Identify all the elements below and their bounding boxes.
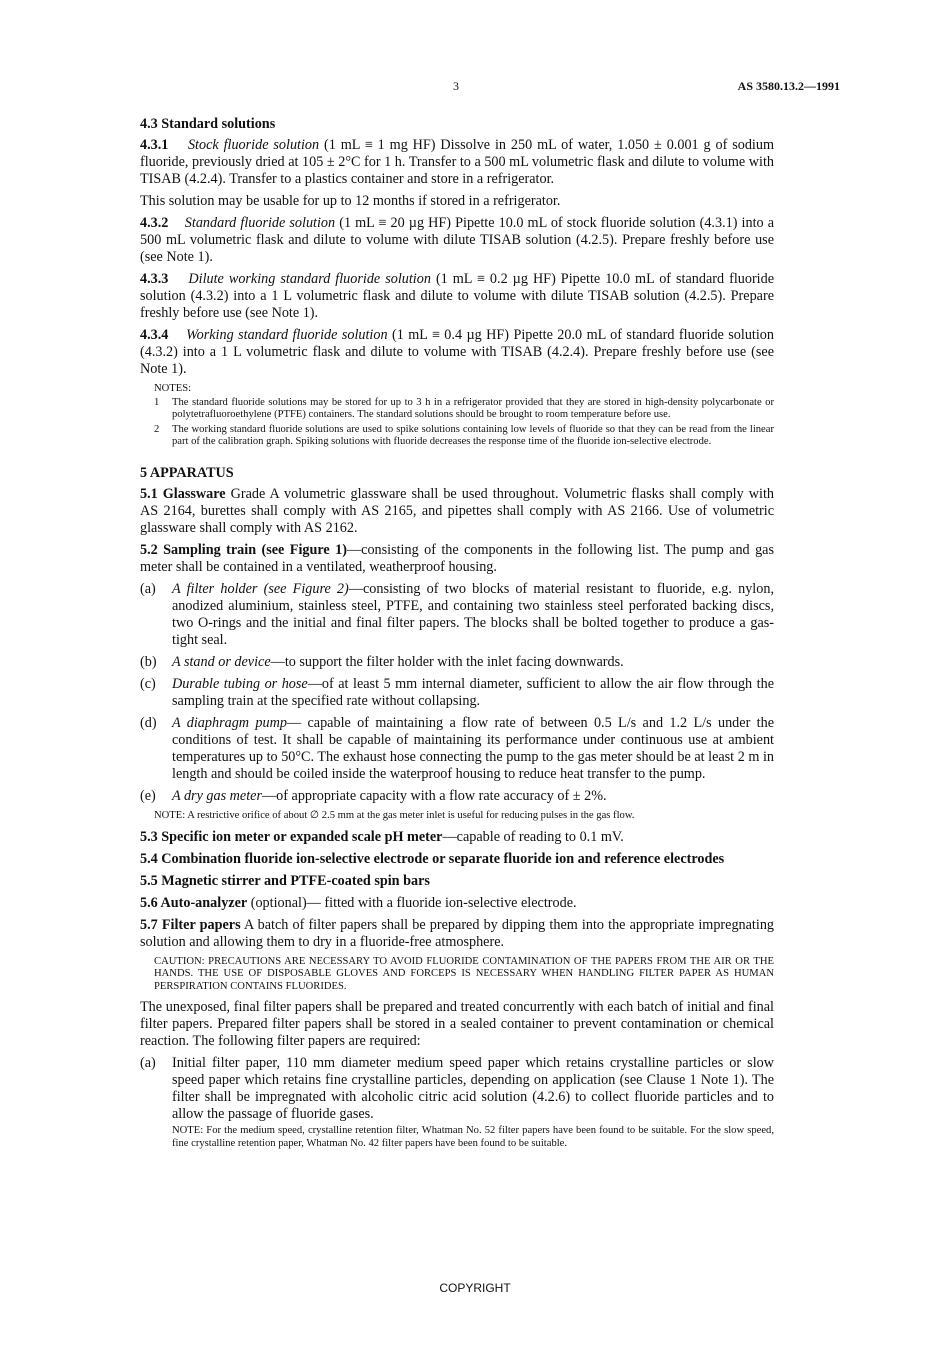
para-5-7: 5.7 Filter papers A batch of filter papers shall be prepared by dipping them into the appropriate impregnating solution and allowing them to dry in a fluoride-free atmosphere. [140, 916, 775, 950]
para-4-3-4: 4.3.4 Working standard fluoride solution (1 mL ≡ 0.4 µg HF) Pipette 20.0 mL of standard fluoride solution (4.3.2) into a 1 L volumetric flask and dilute to volume with TISAB (4.2.4). Prepare freshly before use (see Note 1). [140, 327, 774, 377]
para-4-3-2: 4.3.2 Standard fluoride solution (1 mL ≡ 20 µg HF) Pipette 10.0 mL of stock fluoride solution (4.3.1) into a 500 mL volumetric flask and dilute to volume with dilute TISAB solution (4.2.5). Prepare freshly before use (see Note 1). [140, 215, 775, 265]
notes-title: NOTES: [154, 383, 192, 394]
standard-number: AS 3580.13.2—1991 [737, 79, 840, 93]
document-body [140, 78, 774, 1156]
caution-text: CAUTION: PRECAUTIONS ARE NECESSARY TO AVOID FLUORIDE CONTAMINATION OF THE PAPERS FROM THE AIR OR THE HANDS. THE USE OF DISPOSABLE GLOVES AND FORCEPS IS NECESSARY WHEN HANDLING FILTER PAPER AS HUMAN PERSPIRATION CONTAINS FLUORIDES. [154, 955, 774, 992]
note-5-7: NOTE: For the medium speed, crystalline retention filter, Whatman No. 52 filter papers have been found to be suitable. For the slow speed, fine crystalline retention paper, Whatman No. 42 filter papers have been found to be suitable. [172, 1125, 774, 1149]
para-5-1: 5.1 Glassware Grade A volumetric glassware shall be used throughout. Volumetric flasks shall comply with AS 2164, burettes shall comply with AS 2165, and pipettes shall comply with AS 2166. Use of volumetric glassware shall comply with AS 2162. [140, 485, 774, 536]
para-5-6: 5.6 Auto-analyzer (optional)— fitted with a fluoride ion-selective electrode. [140, 894, 577, 911]
para-5-7-b: The unexposed, final filter papers shall be prepared and treated concurrently with each batch of initial and final filter papers. Prepared filter papers shall be stored in a sealed container to prevent contamination or chemical reaction. The following filter papers are required: [140, 999, 774, 1050]
heading-4-3: 4.3 Standard solutions [140, 116, 276, 132]
para-5-3: 5.3 Specific ion meter or expanded scale pH meter—capable of reading to 0.1 mV. [140, 828, 624, 845]
para-4-3-1-b: This solution may be usable for up to 12 months if stored in a refrigerator. [140, 193, 561, 209]
list-item: (d) A diaphragm pump— capable of maintaining a flow rate of between 0.5 L/s and 1.2 L/s under the conditions of test. It shall be capable of maintaining its performance under continuous use at ambient temperatures up to 50°C. The exhaust hose connecting the pump to the gas meter should be at least 2 m in length and should be coiled inside the waterproof housing to reduce heat transfer to the pump. [140, 714, 774, 782]
note-5-2: NOTE: A restrictive orifice of about ∅ 2.5 mm at the gas meter inlet is useful for reducing pulses in the gas flow. [154, 809, 635, 821]
list-item: (c) Durable tubing or hose—of at least 5 mm internal diameter, sufficient to allow the air flow through the sampling train at the specified rate without collapsing. [140, 675, 774, 709]
list-item: (a) Initial filter paper, 110 mm diameter medium speed paper which retains crystalline particles or slow speed paper which retains fine crystalline particles, depending on application (see Clause 1 Note 1). The filter shall be impregnated with alcoholic citric acid solution (4.2.6) to collect fluoride particles and to allow the passage of fluoride gases. NOTE: For the medium speed, crystalline retention filter, Whatman No. 52 filter papers have been found to be suitable. For the slow speed, fine crystalline retention paper, Whatman No. 42 filter papers have been found to be suitable. [140, 1055, 774, 1149]
notes-block [154, 383, 774, 449]
list-item: (e) A dry gas meter—of appropriate capacity with a flow rate accuracy of ± 2%. [140, 787, 607, 804]
footer-copyright: COPYRIGHT [439, 1281, 511, 1295]
para-4-3-3: 4.3.3 Dilute working standard fluoride solution (1 mL ≡ 0.2 µg HF) Pipette 10.0 mL of standard fluoride solution (4.3.2) into a 1 L volumetric flask and dilute to volume with dilute TISAB solution (4.2.5). Prepare freshly before use (see Note 1). [140, 271, 775, 321]
para-5-5: 5.5 Magnetic stirrer and PTFE-coated spin bars [140, 872, 430, 889]
note-item: 2 The working standard fluoride solutions are used to spike solutions containing low levels of fluoride so that they can be read from the linear part of the calibration graph. Spiking solutions with fluoride decreases the response time of the fluoride ion-selective electrode. [154, 423, 774, 448]
list-5-2 [140, 581, 774, 805]
heading-5: 5 APPARATUS [140, 464, 234, 481]
note-item: 1 The standard fluoride solutions may be stored for up to 3 h in a refrigerator provided that they are stored in high-density polycarbonate or polytetrafluoroethylene (PTFE) containers. The standard solutions should be brought to room temperature before use. [154, 396, 774, 421]
para-5-2: 5.2 Sampling train (see Figure 1)—consisting of the components in the following list. The pump and gas meter shall be contained in a ventilated, weatherproof housing. [140, 541, 774, 575]
list-item: (a) A filter holder (see Figure 2)—consisting of two blocks of material resistant to fluoride, e.g. nylon, anodized aluminium, stainless steel, PTFE, and containing two stainless steel perforated backing discs, two O-rings and the initial and final filter papers. The blocks shall be bolted together to produce a gas-tight seal. [140, 580, 774, 648]
para-5-4: 5.4 Combination fluoride ion-selective electrode or separate fluoride ion and reference electrodes [140, 850, 725, 867]
para-4-3-1: 4.3.1 Stock fluoride solution (1 mL ≡ 1 mg HF) Dissolve in 250 mL of water, 1.050 ± 0.001 g of sodium fluoride, previously dried at 105 ± 2°C for 1 h. Transfer to a 500 mL volumetric flask and dilute to volume with TISAB (4.2.4). Transfer to a plastics container and store in a refrigerator. [140, 137, 775, 187]
list-item: (b) A stand or device—to support the filter holder with the inlet facing downwards. [140, 653, 624, 670]
page-number: 3 [453, 79, 459, 93]
